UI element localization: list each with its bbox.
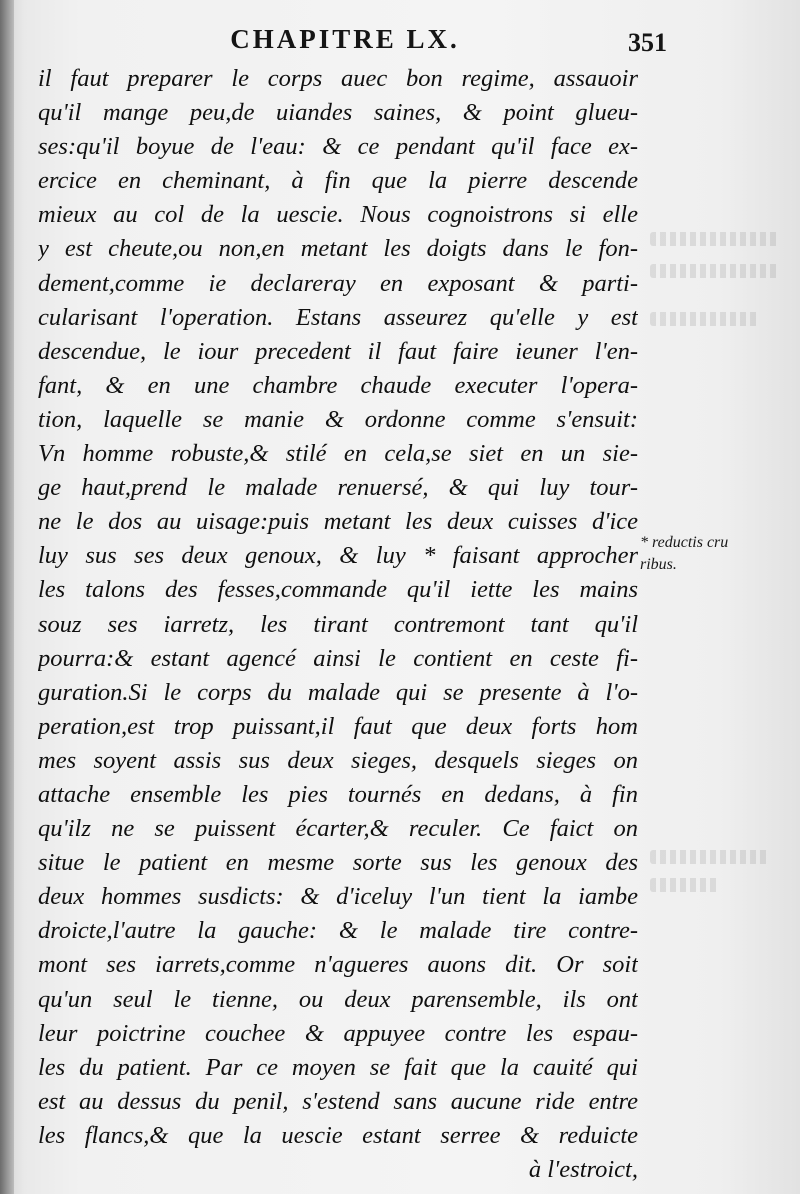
text-line: ercice en cheminant, à fin que la pierre descende bbox=[38, 167, 638, 195]
text-line: mieux au col de la uescie. Nous cognoistrons si elle bbox=[38, 201, 638, 229]
text-line: droicte,l'autre la gauche: & le malade tire contre- bbox=[38, 917, 638, 945]
text-line: Vn homme robuste,& stilé en cela,se siet en un sie- bbox=[38, 440, 638, 468]
text-line: ge haut,prend le malade renuersé, & qui luy tour- bbox=[38, 474, 638, 502]
text-line: tion, laquelle se manie & ordonne comme s'ensuit: bbox=[38, 405, 638, 433]
margin-note bbox=[640, 532, 790, 576]
text-line: qu'un seul le tienne, ou deux parensemble, ils ont bbox=[38, 985, 638, 1013]
text-line: y est cheute,ou non,en metant les doigts dans le fon- bbox=[38, 235, 638, 263]
text-line: guration.Si le corps du malade qui se presente à l'o- bbox=[38, 678, 638, 706]
text-line: pourra:& estant agencé ainsi le contient en ceste fi- bbox=[38, 644, 638, 672]
text-line: deux hommes susdicts: & d'iceluy l'un tient la iambe bbox=[38, 883, 638, 911]
text-line: les du patient. Par ce moyen se fait que la cauité qui bbox=[38, 1053, 638, 1081]
bleed-through-mark bbox=[650, 232, 780, 246]
text-line: situe le patient en mesme sorte sus les genoux des bbox=[38, 849, 638, 877]
text-line: les talons des fesses,commande qu'il iette les mains bbox=[38, 576, 638, 604]
text-line: attache ensemble les pies tournés en dedans, à fin bbox=[38, 780, 638, 808]
text-line: fant, & en une chambre chaude executer l'opera- bbox=[38, 371, 638, 399]
text-line: mont ses iarrets,comme n'agueres auons dit. Or soit bbox=[38, 951, 638, 979]
text-line: à l'estroict, bbox=[528, 1156, 638, 1183]
bleed-through-mark bbox=[650, 264, 780, 278]
text-line: descendue, le iour precedent il faut faire ieuner l'en- bbox=[38, 337, 638, 365]
bleed-through-mark bbox=[650, 850, 770, 864]
bleed-through-mark bbox=[650, 312, 760, 326]
bleed-through-mark bbox=[650, 878, 720, 892]
text-line: luy sus ses deux genoux, & luy * faisant approcher bbox=[38, 542, 638, 570]
text-line: dement,comme ie declareray en exposant & parti- bbox=[38, 269, 638, 297]
text-line: ses:qu'il boyue de l'eau: & ce pendant qu'il face ex- bbox=[38, 133, 638, 161]
margin-note-line: ribus. bbox=[640, 556, 677, 573]
text-line: peration,est trop puissant,il faut que deux forts hom bbox=[38, 712, 638, 740]
text-line: il faut preparer le corps auec bon regime, assauoir bbox=[38, 65, 638, 92]
text-line: qu'ilz ne se puissent écarter,& reculer. Ce faict on bbox=[38, 815, 638, 843]
chapter-heading: CHAPITRE LX. bbox=[230, 24, 460, 54]
text-line: qu'il mange peu,de uiandes saines, & point glueu- bbox=[38, 99, 638, 127]
margin-note-line: * reductis cru bbox=[640, 534, 729, 551]
text-line: est au dessus du penil, s'estend sans aucune ride entre bbox=[38, 1087, 638, 1115]
text-line: les flancs,& que la uescie estant serree & reduicte bbox=[38, 1121, 638, 1149]
page-gutter-shadow bbox=[0, 0, 14, 1194]
body-text bbox=[38, 62, 638, 1187]
text-line: cularisant l'operation. Estans asseurez qu'elle y est bbox=[38, 303, 638, 331]
text-line: mes soyent assis sus deux sieges, desquels sieges on bbox=[38, 746, 638, 774]
text-line: leur poictrine couchee & appuyee contre les espau- bbox=[38, 1019, 638, 1047]
text-line: ne le dos au uisage:puis metant les deux cuisses d'ice bbox=[38, 508, 638, 536]
page-number: 351 bbox=[628, 28, 667, 57]
text-line: souz ses iarretz, les tirant contremont tant qu'il bbox=[38, 610, 638, 638]
